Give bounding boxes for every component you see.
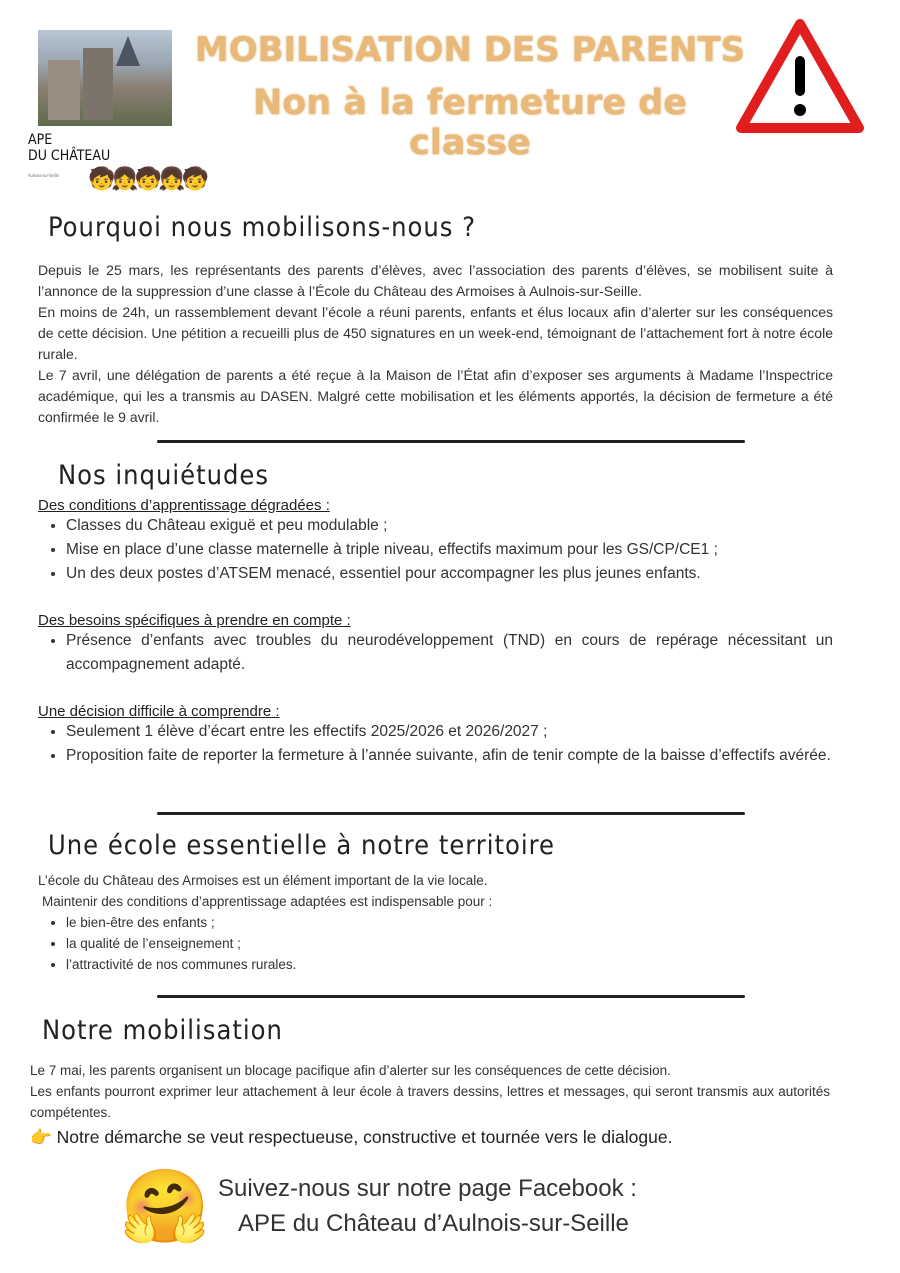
- title-line2: Non à la fermeture de classe: [252, 83, 688, 163]
- castle-photo: [38, 30, 172, 126]
- list-item: • l’attractivité de nos communes rurales.: [66, 954, 833, 975]
- paragraph: Maintenir des conditions d’apprentissage adaptées est indispensable pour :: [42, 894, 493, 909]
- hug-emoji-icon: 🤗: [120, 1167, 210, 1247]
- facebook-callout: [218, 1175, 637, 1238]
- section-heading-concerns: Nos inquiétudes: [58, 460, 270, 491]
- divider: [157, 995, 745, 998]
- list-item: • Présence d’enfants avec troubles du neurodéveloppement (TND) en cours de repérage nécessitant un accompagnement adapté.: [66, 629, 833, 677]
- facebook-line1: Suivez-nous sur notre page Facebook :: [218, 1175, 637, 1202]
- list-item: • Mise en place d’une classe maternelle à triple niveau, effectifs maximum pour les GS/CP/CE1 ;: [66, 538, 833, 562]
- paragraph: En moins de 24h, un rassemblement devant l’école a réuni parents, enfants et élus locaux afin d’alerter sur les conséquences de cette décision. Une pétition a recueilli plus de 450 signatures en un week-end, témoignant de l’attachement fort à notre école rurale.: [38, 304, 833, 362]
- section-heading-why: Pourquoi nous mobilisons-nous ?: [48, 212, 477, 243]
- warning-icon: [735, 18, 865, 133]
- section-heading-territory: Une école essentielle à notre territoire: [48, 830, 556, 861]
- subheading: Des conditions d’apprentissage dégradées :: [38, 497, 330, 514]
- section-mobilisation-body: [30, 1060, 830, 1148]
- list-item: • Classes du Château exiguë et peu modulable ;: [66, 514, 833, 538]
- pointing-hand-icon: 👉: [30, 1127, 52, 1147]
- facebook-page-name: APE du Château d’Aulnois-sur-Seille: [238, 1210, 629, 1237]
- paragraph: Le 7 avril, une délégation de parents a été reçue à la Maison de l’État afin d’exposer ses arguments à Madame l’Inspectrice académique, qui les a transmis au DASEN. Malgré cette mobilisation et les éléments apportés, la décision de fermeture a été confirmée le 9 avril.: [38, 367, 833, 425]
- list-item: • Proposition faite de reporter la fermeture à l’année suivante, afin de tenir compte de la baisse d’effectifs avérée.: [66, 744, 833, 768]
- section-why-body: [38, 260, 833, 428]
- children-illustration: 🧒👧🧒👧🧒: [88, 166, 205, 191]
- subheading: Une décision difficile à comprendre :: [38, 703, 280, 720]
- title-line1: MOBILISATION DES PARENTS: [194, 30, 746, 70]
- paragraph: L’école du Château des Armoises est un élément important de la vie locale.: [38, 873, 488, 888]
- paragraph: Les enfants pourront exprimer leur attachement à leur école à travers dessins, lettres et messages, qui seront transmis aux autorités compétentes.: [30, 1084, 830, 1120]
- logo-line2: DU CHÂTEAU: [28, 148, 111, 164]
- list-item: • Un des deux postes d’ATSEM menacé, essentiel pour accompagner les plus jeunes enfants.: [66, 562, 833, 586]
- list-item: • Seulement 1 élève d’écart entre les effectifs 2025/2026 et 2026/2027 ;: [66, 720, 833, 744]
- subheading: Des besoins spécifiques à prendre en compte :: [38, 612, 351, 629]
- list-item: • le bien-être des enfants ;: [66, 912, 833, 933]
- logo-tagline: Aulnois-sur-Seille: [28, 173, 59, 178]
- section-territory-body: [38, 870, 833, 975]
- section-heading-mobilisation: Notre mobilisation: [42, 1015, 283, 1046]
- section-concerns-body: [38, 497, 833, 768]
- paragraph: Le 7 mai, les parents organisent un blocage pacifique afin d’alerter sur les conséquences de cette décision.: [30, 1063, 671, 1078]
- list-item: • la qualité de l’enseignement ;: [66, 933, 833, 954]
- divider: [157, 440, 745, 443]
- highlight-statement: Notre démarche se veut respectueuse, constructive et tournée vers le dialogue.: [56, 1127, 673, 1147]
- logo-line1: APE: [28, 132, 53, 148]
- divider: [157, 812, 745, 815]
- paragraph: Depuis le 25 mars, les représentants des parents d’élèves, avec l’association des parents d’élèves, se mobilisent suite à l’annonce de la suppression d’une classe à l’École du Château des Armoises à Aulnois-sur-Seille.: [38, 262, 833, 299]
